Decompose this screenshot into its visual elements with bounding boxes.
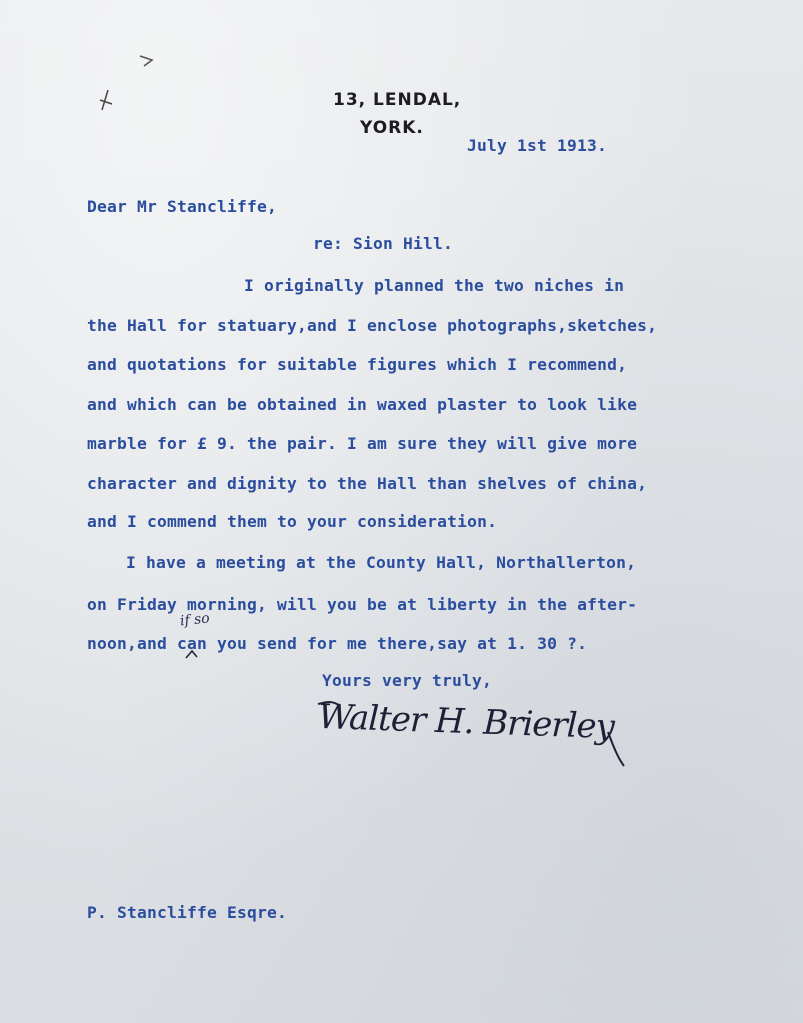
addressee: P. Stancliffe Esqre. [87, 903, 288, 922]
body-line: on Friday morning, will you be at liberty in the after- [87, 595, 638, 614]
body-line: marble for £ 9. the pair. I am sure they will give more [87, 434, 638, 453]
letterhead-address-line: 13, LENDAL, [333, 90, 462, 110]
body-line: I originally planned the two niches in [244, 276, 625, 295]
signature-flourish [312, 696, 642, 776]
body-line: the Hall for statuary,and I enclose photographs,sketches, [87, 316, 658, 335]
closing: Yours very truly, [322, 671, 493, 690]
pencil-mark [92, 48, 172, 128]
letterhead-city-line: YORK. [360, 118, 424, 138]
body-line: character and dignity to the Hall than shelves of china, [87, 474, 648, 493]
body-line: and which can be obtained in waxed plaster to look like [87, 395, 638, 414]
salutation: Dear Mr Stancliffe, [87, 197, 278, 216]
subject-line: re: Sion Hill. [313, 234, 454, 253]
caret-mark [184, 648, 200, 660]
letter-date: July 1st 1913. [467, 136, 608, 155]
body-line: and quotations for suitable figures which I recommend, [87, 355, 628, 374]
body-line: I have a meeting at the County Hall, Northallerton, [126, 553, 637, 572]
signature: Walter H. Brierley [317, 696, 615, 748]
body-line: and I commend them to your consideration. [87, 512, 498, 531]
body-line: noon,and can you send for me there,say at 1. 30 ?. [87, 634, 588, 653]
handwritten-insertion: if so [179, 610, 211, 630]
